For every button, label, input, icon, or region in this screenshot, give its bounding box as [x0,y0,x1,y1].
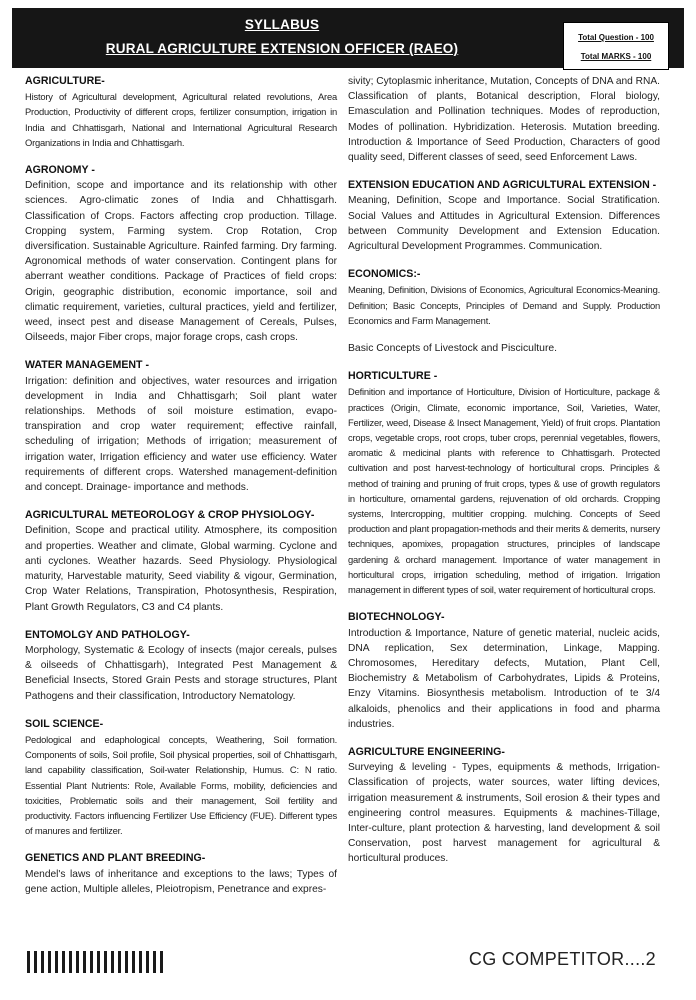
total-question: Total Question - 100 [578,33,654,42]
page-header [12,8,684,68]
section-body: History of Agricultural development, Agricultural related revolutions, Area Production, Productivity of different crops, fertilizer consumption, irrigation in India and Chhattisgarh, National and International Agricultural Research Organizations in India and Chhattisgarh. [25,91,337,148]
section-economics [348,267,660,328]
section-body: Introduction & Importance, Nature of genetic material, nucleic acids, DNA replication, Sex determination, Linkage, Mapping. Chromosomes, Hereditary defects, Mutation, Plant Cell, Biochemistry & Metabolism of Carbohydrates, Lipids & Proteins, Enzy Vitamins. Biosynthesis metabolism. Introduction of te 3/4 alkaloids, phenolics and their applications in food and pharma industries. [348,627,660,730]
section-heading: AGRONOMY - [25,164,95,177]
exam-info-box [563,22,669,70]
section-body: Definition, Scope and practical utility. Atmosphere, its composition and properties. Weather and climate, Global warming. Cyclone and anti cyclones. Weather hazards. Seed Physiology. Physiological maturity, Harvestable maturity, Seed viability & vigour, Germination, Crop Water Relations, Transpiration, Photosynthesis, Respiration, Plant Growth Regulators, C3 and C4 plants. [25,525,337,613]
section-body: Mendel's laws of inheritance and exceptions to the laws; Types of gene action, Multiple alleles, Pleiotropism, Penetrance and expres- [25,868,337,895]
exam-title: RURAL AGRICULTURE EXTENSION OFFICER (RAEO) [105,41,459,56]
section-body: Morphology, Systematic & Ecology of insects (major cereals, pulses & oilseeds of Chhattisgarh), Integrated Pest Management & Beneficial Insects, Stored Grain Pests and storage structures, Plant Pathogens and their classification, Introductory Nematology. [25,644,337,702]
syllabus-title: SYLLABUS [244,17,320,32]
section-heading: AGRICULTURE- [25,75,105,87]
section-heading: AGRICULTURE ENGINEERING- [348,745,505,758]
section-heading: HORTICULTURE - [348,370,438,383]
section-body: Surveying & leveling - Types, equipments & methods, Irrigation-Classification of projects, water sources, water lifting devices, irrigation measurement & instruments, Soil erosion & their types and engineering control measures. Equipments & machines-Tillage, Inter-culture, plant protection & harvesting, land development & soil Conservation, post harvest management for agricultural & horticultural produces. [348,762,660,865]
section-biotechnology [348,610,660,732]
section-heading: SOIL SCIENCE- [25,717,104,730]
section-body: Meaning, Definition, Divisions of Economics, Agricultural Economics-Meaning. Definition; Basic Concepts, Principles of Demand and Supply. Production Economics and Farm Management. [348,284,660,326]
section-entomology [25,628,337,704]
section-body: Irrigation: definition and objectives, water resources and irrigation development in India and Chhattisgarh; Soil plant water relationships. Methods of soil moisture estimation, evapo-transpiration and crop water requirement; effective rainfall, scheduling of irrigation; Methods of irrigation; measurement of irrigation water, Irrigation efficiency and water use efficiency. Water requirements of different crops. Watershed management-definition and concept. Drainage- importance and methods. [25,375,337,494]
section-genetics-continued [348,74,660,165]
section-agriculture [25,74,337,150]
barcode-icon [27,951,167,973]
section-body: Definition, scope and importance and its relationship with other sciences. Agro-climatic zones of India and Chhattisgarh. Classification of Crops. Factors affecting crop production. Tillage. Cropping system, Farming system. Crop Rotation, Crop diversification. Sustainable Agriculture. Rainfed farming. Dry farming. Agronomical methods of water conservation. Contingent plans for aberrant weather conditions. Package of Practices of field crops: Origin, geographic distribution, economic importance, soil and climatic requirement, varieties, cultural practices, yield and fertilizer, weed, insect pest and disease Management of Cereals, Pulses, Oilseeds, major Fiber crops, major forage crops, cash crops. [25,180,337,344]
right-column [348,74,660,880]
section-genetics [25,851,337,897]
section-soil-science [25,717,337,839]
section-heading: BIOTECHNOLOGY- [348,611,445,624]
section-body: sivity; Cytoplasmic inheritance, Mutation, Concepts of DNA and RNA. Classification of plants, Botanical description, Floral biology, Emasculation and Pollination techniques. Modes of reproduction, Modes of pollination. Hybridization. Heterosis. Mutation breeding. Introduction & Importance of Seed Production, Characters of good quality seed, Different classes of seed, seed Enforcement Laws. [348,76,660,164]
section-agriculture-engineering [348,745,660,867]
section-heading: ENTOMOLGY AND PATHOLOGY- [25,628,190,641]
section-agronomy [25,163,337,345]
publisher-footer: CG COMPETITOR....2 [468,949,656,969]
section-body: Definition and importance of Horticulture, Division of Horticulture, package & practices (Origin, Climate, economic importance, Soil, Varieties, Water, Fertilizer, weed, Disease & Insect Management, Yield) of fruit crops. Plantation crops, vegetable crops, root crops, tuber crops, perennial vegetables, flowers, aromatic & medicinal plants with reference to Chhattisgarh. Protected cultivation and post harvest-technology of horticultural crops. Principles & method of training and pruning of fruit crops, types & use of growth regulators in horticulture, ornamental gardens, rejuvenation of old orchards. Cropping systems, Intercropping, multitier cropping. mulching. Concepts of Seed production and plant propagation-methods and their merits & demerits, nursery techniques, apomixes, propagation structures, principles of landscape gardening & orchard management. Importance of water management in horticultural crops, irrigation scheduling, method of irrigation. Irrigation management in different types of soil, water requirement of horticultural crops. [348,386,660,596]
left-column [25,74,337,910]
section-heading: AGRICULTURAL METEOROLOGY & CROP PHYSIOLOGY- [25,509,315,522]
section-water-management [25,358,337,495]
section-body: Pedological and edaphological concepts, Weathering, Soil formation. Components of soils, Soil profile, Soil physical properties, soil of Chhattisgarh, land capability classification, Soil-water Relationship, Humus. C: N ratio. Essential Plant Nutrients: Role, Available Forms, mobility, deficiencies and toxicities, Problematic soils and their management, Soil fertility and productivity. Factors influencing Fertilizer Use Efficiency (FUE). Different types of manures and fertilizer. [25,733,337,837]
section-heading: EXTENSION EDUCATION AND AGRICULTURAL EXTENSION - [348,179,657,192]
section-heading: WATER MANAGEMENT - [25,359,149,372]
section-body: Meaning, Definition, Scope and Importance. Social Stratification. Social Values and Attitudes in Agricultural Extension. Differences between Community Development and Extension Education. Agricultural Development Programmes. Communication. [348,195,660,253]
section-extension-education [348,178,660,254]
section-heading: GENETICS AND PLANT BREEDING- [25,852,206,865]
section-horticulture [348,369,660,597]
total-marks: Total MARKS - 100 [580,52,652,61]
section-heading: ECONOMICS:- [348,268,421,281]
livestock-line: Basic Concepts of Livestock and Pisciculture. [348,343,558,355]
section-meteorology [25,508,337,614]
